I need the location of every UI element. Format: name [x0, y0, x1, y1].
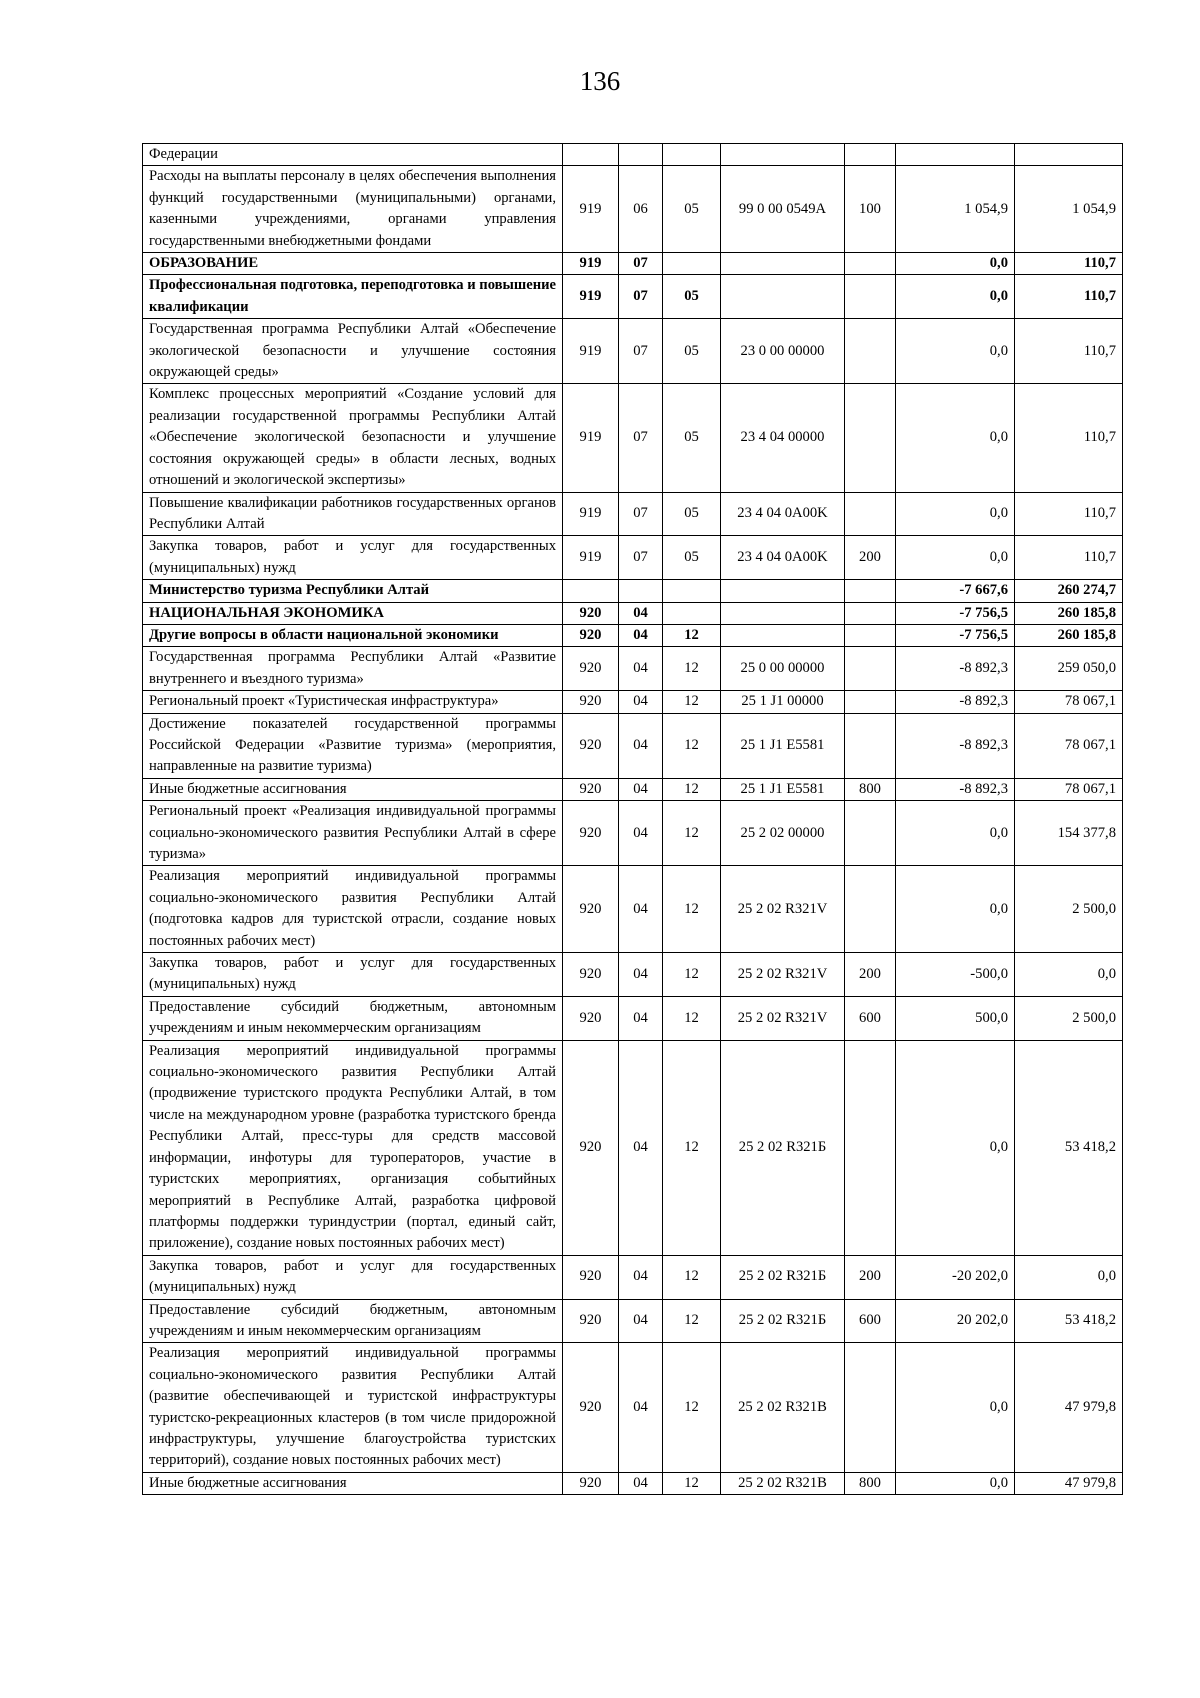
row-name: Иные бюджетные ассигнования	[143, 1472, 563, 1494]
row-expense-type	[845, 253, 896, 275]
row-target-article	[721, 602, 845, 624]
row-name: Региональный проект «Туристическая инфраструктура»	[143, 691, 563, 713]
row-change-amount: 0,0	[896, 492, 1015, 536]
row-total-amount: 110,7	[1015, 275, 1123, 319]
row-change-amount: 0,0	[896, 1040, 1015, 1255]
row-name: Закупка товаров, работ и услуг для государственных (муниципальных) нужд	[143, 536, 563, 580]
row-change-amount: -20 202,0	[896, 1255, 1015, 1299]
row-change-amount: 0,0	[896, 1343, 1015, 1472]
row-change-amount: 0,0	[896, 384, 1015, 492]
row-change-amount: 0,0	[896, 275, 1015, 319]
row-expense-type	[845, 144, 896, 166]
row-change-amount: -7 756,5	[896, 624, 1015, 646]
row-ministry-code: 919	[563, 384, 619, 492]
row-expense-type: 200	[845, 953, 896, 997]
row-ministry-code: 920	[563, 953, 619, 997]
row-section: 07	[619, 253, 663, 275]
row-section: 04	[619, 1343, 663, 1472]
row-total-amount: 2 500,0	[1015, 996, 1123, 1040]
row-total-amount: 260 185,8	[1015, 624, 1123, 646]
row-subsection: 05	[663, 319, 721, 384]
row-section: 04	[619, 801, 663, 866]
row-name: Расходы на выплаты персоналу в целях обеспечения выполнения функций государственными (муниципальными) органами, казенными учреждениями, органами управления государственными внебюджетными фондами	[143, 166, 563, 253]
table-row	[143, 580, 1123, 602]
row-change-amount: 500,0	[896, 996, 1015, 1040]
row-name: Региональный проект «Реализация индивидуальной программы социально-экономического развития Республики Алтай в сфере туризма»	[143, 801, 563, 866]
row-name: Министерство туризма Республики Алтай	[143, 580, 563, 602]
table-row	[143, 996, 1123, 1040]
row-change-amount: -8 892,3	[896, 713, 1015, 778]
row-section: 04	[619, 602, 663, 624]
row-expense-type: 200	[845, 1255, 896, 1299]
row-subsection: 05	[663, 536, 721, 580]
row-target-article: 25 2 02 R321V	[721, 953, 845, 997]
row-change-amount: 0,0	[896, 319, 1015, 384]
row-expense-type	[845, 319, 896, 384]
row-ministry-code: 920	[563, 1255, 619, 1299]
row-name: Закупка товаров, работ и услуг для государственных (муниципальных) нужд	[143, 1255, 563, 1299]
row-change-amount: 0,0	[896, 801, 1015, 866]
table-row	[143, 713, 1123, 778]
row-target-article: 25 1 J1 E5581	[721, 778, 845, 800]
row-subsection: 12	[663, 1299, 721, 1343]
row-expense-type	[845, 866, 896, 953]
row-expense-type: 100	[845, 166, 896, 253]
row-target-article: 25 2 02 R321V	[721, 996, 845, 1040]
row-total-amount: 110,7	[1015, 384, 1123, 492]
row-section: 04	[619, 866, 663, 953]
row-expense-type	[845, 1040, 896, 1255]
row-subsection: 12	[663, 624, 721, 646]
row-target-article: 99 0 00 0549A	[721, 166, 845, 253]
row-name: Повышение квалификации работников государственных органов Республики Алтай	[143, 492, 563, 536]
table-row	[143, 1040, 1123, 1255]
row-ministry-code: 920	[563, 1040, 619, 1255]
row-total-amount: 53 418,2	[1015, 1040, 1123, 1255]
row-target-article: 25 2 02 R321В	[721, 1472, 845, 1494]
row-target-article: 23 4 04 00000	[721, 384, 845, 492]
row-total-amount: 110,7	[1015, 492, 1123, 536]
row-expense-type	[845, 691, 896, 713]
row-section: 04	[619, 1472, 663, 1494]
row-section: 04	[619, 691, 663, 713]
row-expense-type	[845, 492, 896, 536]
row-name: ОБРАЗОВАНИЕ	[143, 253, 563, 275]
row-change-amount: -500,0	[896, 953, 1015, 997]
row-expense-type: 800	[845, 1472, 896, 1494]
table-row	[143, 536, 1123, 580]
row-ministry-code: 919	[563, 536, 619, 580]
table-row	[143, 953, 1123, 997]
row-target-article: 25 2 02 R321V	[721, 866, 845, 953]
row-target-article: 25 2 02 R321Б	[721, 1299, 845, 1343]
row-target-article: 25 2 02 R321Б	[721, 1040, 845, 1255]
row-change-amount: -7 667,6	[896, 580, 1015, 602]
row-name: Комплекс процессных мероприятий «Создание условий для реализации государственной программы Республики Алтай «Обеспечение экологической безопасности и улучшение состояния окружающей среды» в области лесных, водных отношений и экологической экспертизы»	[143, 384, 563, 492]
row-name: Предоставление субсидий бюджетным, автономным учреждениям и иным некоммерческим организациям	[143, 1299, 563, 1343]
row-section	[619, 144, 663, 166]
row-target-article	[721, 144, 845, 166]
row-change-amount: -8 892,3	[896, 778, 1015, 800]
row-name: Другие вопросы в области национальной экономики	[143, 624, 563, 646]
row-total-amount	[1015, 144, 1123, 166]
row-section: 04	[619, 713, 663, 778]
row-subsection: 12	[663, 801, 721, 866]
row-subsection: 12	[663, 1343, 721, 1472]
table-row	[143, 647, 1123, 691]
row-total-amount: 1 054,9	[1015, 166, 1123, 253]
table-row	[143, 778, 1123, 800]
row-subsection	[663, 144, 721, 166]
row-total-amount: 53 418,2	[1015, 1299, 1123, 1343]
table-row	[143, 253, 1123, 275]
row-subsection: 12	[663, 778, 721, 800]
row-ministry-code: 920	[563, 801, 619, 866]
table-row	[143, 1472, 1123, 1494]
row-total-amount: 0,0	[1015, 1255, 1123, 1299]
row-ministry-code: 920	[563, 713, 619, 778]
row-ministry-code: 920	[563, 996, 619, 1040]
row-target-article: 23 0 00 00000	[721, 319, 845, 384]
row-subsection: 12	[663, 996, 721, 1040]
row-subsection: 12	[663, 1472, 721, 1494]
row-change-amount: -8 892,3	[896, 647, 1015, 691]
row-expense-type	[845, 801, 896, 866]
row-change-amount: 0,0	[896, 253, 1015, 275]
row-subsection	[663, 253, 721, 275]
row-section: 04	[619, 624, 663, 646]
row-section: 07	[619, 384, 663, 492]
table-row	[143, 492, 1123, 536]
row-name: Профессиональная подготовка, переподготовка и повышение квалификации	[143, 275, 563, 319]
row-total-amount: 47 979,8	[1015, 1343, 1123, 1472]
row-total-amount: 110,7	[1015, 536, 1123, 580]
table-row	[143, 166, 1123, 253]
row-subsection: 12	[663, 647, 721, 691]
row-name: Реализация мероприятий индивидуальной программы социально-экономического развития Республики Алтай (подготовка кадров для туристской отрасли, создание новых постоянных рабочих мест)	[143, 866, 563, 953]
row-total-amount: 0,0	[1015, 953, 1123, 997]
row-ministry-code: 920	[563, 1472, 619, 1494]
row-subsection: 12	[663, 866, 721, 953]
row-target-article: 25 1 J1 00000	[721, 691, 845, 713]
row-expense-type	[845, 647, 896, 691]
row-total-amount: 78 067,1	[1015, 713, 1123, 778]
table-row	[143, 691, 1123, 713]
row-subsection	[663, 602, 721, 624]
row-expense-type	[845, 580, 896, 602]
row-subsection: 05	[663, 384, 721, 492]
table-row	[143, 801, 1123, 866]
row-section: 04	[619, 778, 663, 800]
table-row	[143, 384, 1123, 492]
row-expense-type: 800	[845, 778, 896, 800]
row-section: 04	[619, 953, 663, 997]
row-ministry-code: 920	[563, 778, 619, 800]
row-target-article: 23 4 04 0A00K	[721, 536, 845, 580]
row-change-amount: 1 054,9	[896, 166, 1015, 253]
row-section	[619, 580, 663, 602]
table-row	[143, 275, 1123, 319]
row-target-article: 23 4 04 0A00K	[721, 492, 845, 536]
row-expense-type	[845, 384, 896, 492]
table-row	[143, 319, 1123, 384]
row-ministry-code: 920	[563, 1343, 619, 1472]
row-name: Закупка товаров, работ и услуг для государственных (муниципальных) нужд	[143, 953, 563, 997]
row-change-amount: -7 756,5	[896, 602, 1015, 624]
row-change-amount: -8 892,3	[896, 691, 1015, 713]
row-section: 04	[619, 647, 663, 691]
row-ministry-code	[563, 580, 619, 602]
row-total-amount: 47 979,8	[1015, 1472, 1123, 1494]
row-expense-type: 600	[845, 1299, 896, 1343]
row-ministry-code: 919	[563, 166, 619, 253]
table-row	[143, 1255, 1123, 1299]
row-total-amount: 110,7	[1015, 253, 1123, 275]
row-total-amount: 78 067,1	[1015, 778, 1123, 800]
row-section: 04	[619, 1040, 663, 1255]
row-name: Предоставление субсидий бюджетным, автономным учреждениям и иным некоммерческим организациям	[143, 996, 563, 1040]
row-name: НАЦИОНАЛЬНАЯ ЭКОНОМИКА	[143, 602, 563, 624]
row-section: 04	[619, 996, 663, 1040]
row-change-amount: 0,0	[896, 1472, 1015, 1494]
row-name: Иные бюджетные ассигнования	[143, 778, 563, 800]
table-row	[143, 624, 1123, 646]
row-target-article	[721, 275, 845, 319]
row-target-article: 25 2 02 R321В	[721, 1343, 845, 1472]
row-change-amount	[896, 144, 1015, 166]
row-target-article: 25 2 02 00000	[721, 801, 845, 866]
row-total-amount: 78 067,1	[1015, 691, 1123, 713]
row-name: Государственная программа Республики Алтай «Обеспечение экологической безопасности и улучшение состояния окружающей среды»	[143, 319, 563, 384]
table-row	[143, 1299, 1123, 1343]
row-subsection: 12	[663, 713, 721, 778]
row-total-amount: 260 274,7	[1015, 580, 1123, 602]
row-subsection: 12	[663, 1255, 721, 1299]
row-ministry-code: 919	[563, 253, 619, 275]
row-target-article: 25 2 02 R321Б	[721, 1255, 845, 1299]
table-row	[143, 602, 1123, 624]
row-ministry-code: 920	[563, 602, 619, 624]
row-section: 04	[619, 1255, 663, 1299]
row-subsection	[663, 580, 721, 602]
row-ministry-code: 920	[563, 647, 619, 691]
row-target-article	[721, 624, 845, 646]
table-row	[143, 1343, 1123, 1472]
row-expense-type	[845, 624, 896, 646]
row-subsection: 12	[663, 1040, 721, 1255]
row-subsection: 05	[663, 166, 721, 253]
row-expense-type	[845, 275, 896, 319]
row-expense-type	[845, 713, 896, 778]
row-expense-type	[845, 1343, 896, 1472]
row-section: 04	[619, 1299, 663, 1343]
row-total-amount: 260 185,8	[1015, 602, 1123, 624]
row-name: Государственная программа Республики Алтай «Развитие внутреннего и въездного туризма»	[143, 647, 563, 691]
row-section: 07	[619, 492, 663, 536]
table-row	[143, 144, 1123, 166]
row-expense-type	[845, 602, 896, 624]
page-number: 136	[579, 66, 621, 96]
row-target-article: 25 1 J1 E5581	[721, 713, 845, 778]
row-target-article: 25 0 00 00000	[721, 647, 845, 691]
row-name: Достижение показателей государственной программы Российской Федерации «Развитие туризма» (мероприятия, направленные на развитие туризма)	[143, 713, 563, 778]
budget-table-body	[143, 144, 1123, 1495]
row-ministry-code	[563, 144, 619, 166]
row-ministry-code: 920	[563, 1299, 619, 1343]
row-section: 07	[619, 275, 663, 319]
row-section: 07	[619, 536, 663, 580]
row-change-amount: 0,0	[896, 866, 1015, 953]
row-name: Реализация мероприятий индивидуальной программы социально-экономического развития Республики Алтай (развитие обеспечивающей и туристской инфраструктуры туристско-рекреационных кластеров (в том числе придорожной инфраструктуры, улучшение благоустройства туристских территорий), создание новых постоянных рабочих мест)	[143, 1343, 563, 1472]
row-subsection: 05	[663, 492, 721, 536]
table-row	[143, 866, 1123, 953]
row-subsection: 12	[663, 691, 721, 713]
row-subsection: 12	[663, 953, 721, 997]
row-total-amount: 259 050,0	[1015, 647, 1123, 691]
row-target-article	[721, 580, 845, 602]
row-ministry-code: 920	[563, 866, 619, 953]
row-change-amount: 20 202,0	[896, 1299, 1015, 1343]
row-expense-type: 600	[845, 996, 896, 1040]
row-expense-type: 200	[845, 536, 896, 580]
row-subsection: 05	[663, 275, 721, 319]
row-total-amount: 154 377,8	[1015, 801, 1123, 866]
row-change-amount: 0,0	[896, 536, 1015, 580]
row-ministry-code: 920	[563, 691, 619, 713]
row-ministry-code: 919	[563, 275, 619, 319]
row-ministry-code: 920	[563, 624, 619, 646]
row-name: Реализация мероприятий индивидуальной программы социально-экономического развития Республики Алтай (продвижение туристского продукта Республики Алтай, в том числе на международном уровне (разработка туристского бренда Республики Алтай, пресс-туры для средств массовой информации, инфотуры для туроператоров, участие в туристских мероприятиях, организация событийных мероприятий в Республике Алтай, разработка цифровой платформы поддержки туриндустрии (портал, единый сайт, приложение), создание новых постоянных рабочих мест)	[143, 1040, 563, 1255]
row-section: 07	[619, 319, 663, 384]
row-total-amount: 110,7	[1015, 319, 1123, 384]
row-total-amount: 2 500,0	[1015, 866, 1123, 953]
row-target-article	[721, 253, 845, 275]
row-ministry-code: 919	[563, 492, 619, 536]
row-name: Федерации	[143, 144, 563, 166]
budget-table	[142, 143, 1123, 1495]
row-section: 06	[619, 166, 663, 253]
row-ministry-code: 919	[563, 319, 619, 384]
